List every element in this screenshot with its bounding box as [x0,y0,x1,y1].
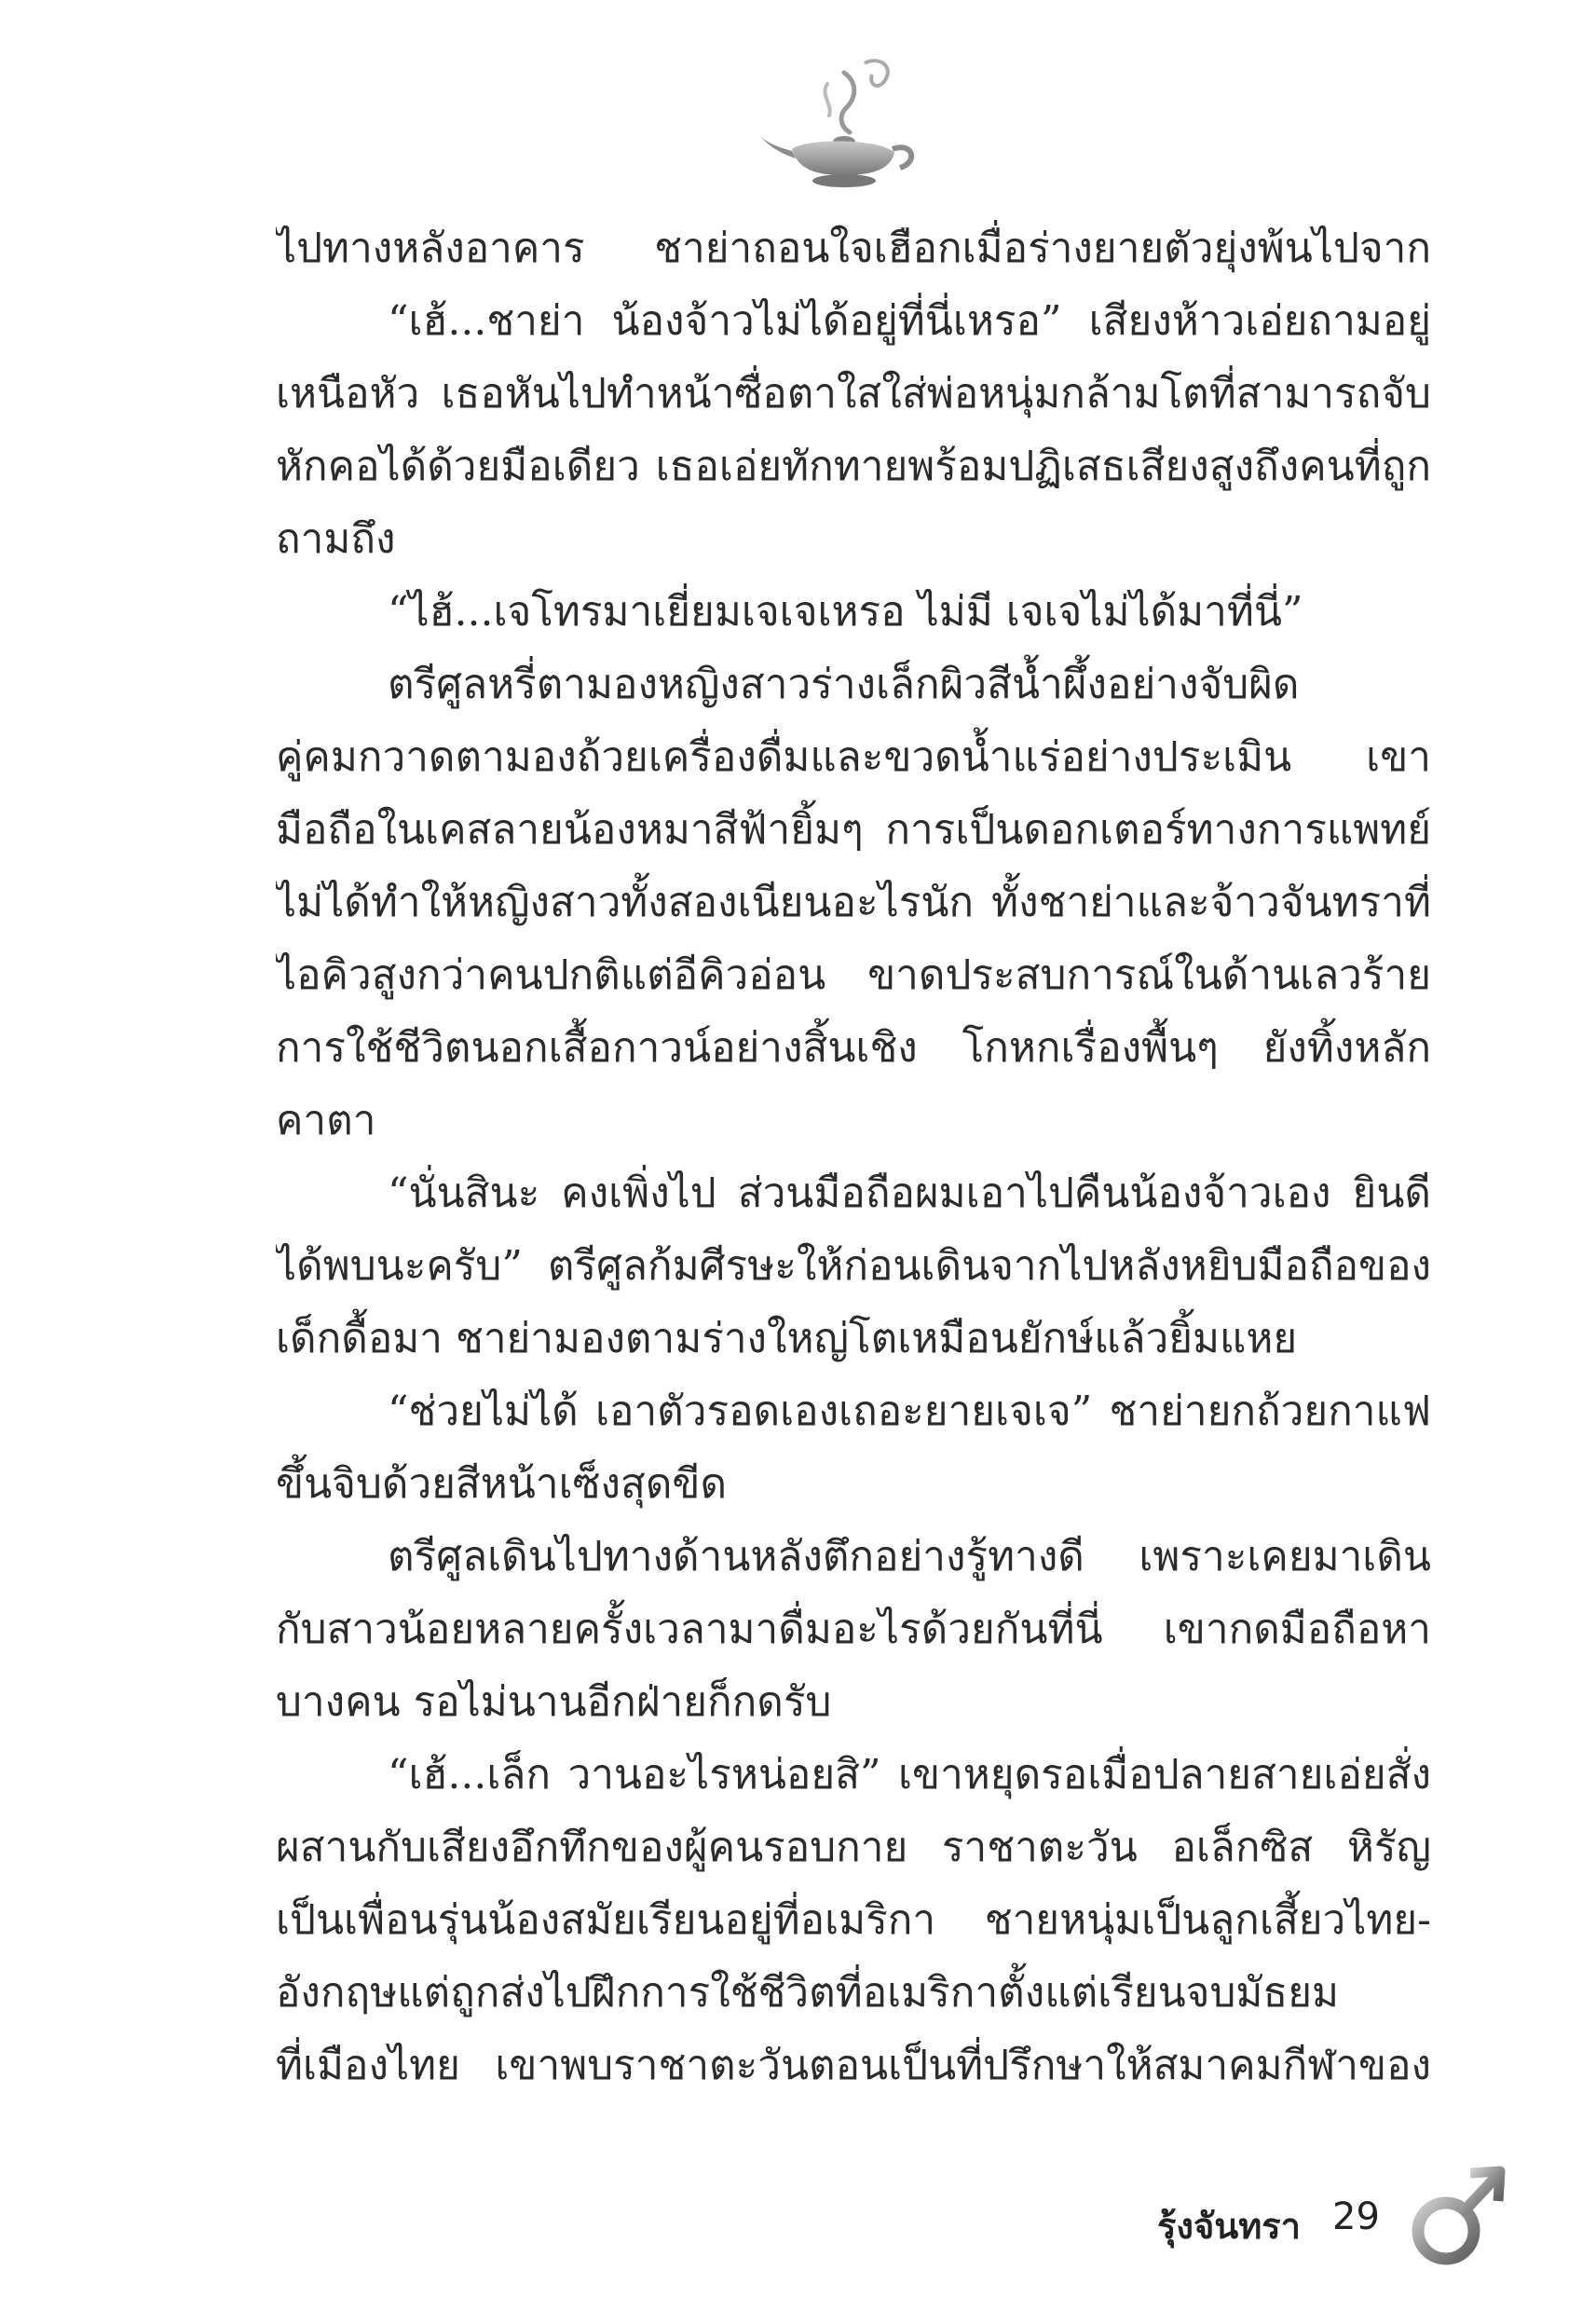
text-line: ที่เมืองไทย เขาพบราชาตะวันตอนเป็นที่ปรึกษาให้สมาคมกีฬาของ [276,2042,1431,2089]
text-line: กับสาวน้อยหลายครั้งเวลามาดื่มอะไรด้วยกันที่นี่ เขากดมือถือหา [276,1606,1431,1653]
text-line: ขึ้นจิบด้วยสีหน้าเซ็งสุดขีด [276,1460,728,1508]
text-line: “ช่วยไม่ได้ เอาตัวรอดเองเถอะยายเจเจ” ชาย่ายกถ้วยกาแฟ [388,1388,1431,1435]
body-text [276,212,1431,2102]
teapot-genie-lamp-icon [755,56,922,196]
text-line: เด็กดื้อมา ชาย่ามองตามร่างใหญ่โตเหมือนยักษ์แล้วยิ้มแหย [276,1315,1298,1362]
text-line: ไปทางหลังอาคาร ชาย่าถอนใจเฮือกเมื่อร่างยายตัวยุ่งพ้นไปจาก [276,225,1431,272]
text-line: ไอคิวสูงกว่าคนปกติแต่อีคิวอ่อน ขาดประสบการณ์ในด้านเลวร้าย [276,951,1431,999]
text-line: “นั่นสินะ คงเพิ่งไป ส่วนมือถือผมเอาไปคืนน้องจ้าวเอง ยินดี [388,1169,1431,1217]
text-line: ถามถึง [276,515,396,563]
text-line: “ไฮ้...เจโทรมาเยี่ยมเจเจเหรอ ไม่มี เจเจไม่ได้มาที่นี่” [388,588,1303,636]
mars-symbol-icon [1405,2162,1507,2274]
text-line: “เฮ้...ชาย่า น้องจ้าวไม่ได้อยู่ที่นี่เหรอ” เสียงห้าวเอ่ยถามอยู่ [388,297,1431,345]
text-line: ผสานกับเสียงอึกทึกของผู้คนรอบกาย ราชาตะวัน อเล็กซิส หิรัญ [276,1824,1431,1871]
text-line: คาตา [276,1097,376,1144]
text-line: บางคน รอไม่นานอีกฝ่ายก็กดรับ [276,1678,832,1726]
text-line: มือถือในเคสลายน้องหมาสีฟ้ายิ้มๆ การเป็นดอกเตอร์ทางการแพทย์ [276,806,1431,854]
text-line: ได้พบนะครับ” ตรีศูลก้มศีรษะให้ก่อนเดินจากไปหลังหยิบมือถือของ [276,1242,1431,1290]
page-footer [1071,2162,1509,2283]
book-title: รุ้งจันทรา [1157,2206,1302,2247]
text-line: ตรีศูลหรี่ตามองหญิงสาวร่างเล็กผิวสีน้ำผึ้งอย่างจับผิด [388,661,1300,708]
text-line: “เฮ้...เล็ก วานอะไรหน่อยสิ” เขาหยุดรอเมื่อปลายสายเอ่ยสั่ง [388,1751,1431,1798]
text-line: หักคอได้ด้วยมือเดียว เธอเอ่ยทักทายพร้อมปฏิเสธเสียงสูงถึงคนที่ถูก [276,443,1431,490]
text-line: คู่คมกวาดตามองถ้วยเครื่องดื่มและขวดน้ำแร่อย่างประเมิน เขา [276,733,1431,781]
text-line: การใช้ชีวิตนอกเสื้อกาวน์อย่างสิ้นเชิง โกหกเรื่องพื้นๆ ยังทิ้งหลัก [276,1024,1431,1072]
page-number: 29 [1332,2195,1380,2238]
text-line: เหนือหัว เธอหันไปทำหน้าซื่อตาใสใส่พ่อหนุ่มกล้ามโตที่สามารถจับ [276,370,1431,417]
text-line: เป็นเพื่อนรุ่นน้องสมัยเรียนอยู่ที่อเมริกา ชายหนุ่มเป็นลูกเสี้ยวไทย- [276,1896,1431,1944]
text-line: ตรีศูลเดินไปทางด้านหลังตึกอย่างรู้ทางดี เพราะเคยมาเดิน [388,1533,1431,1580]
text-line: ไม่ได้ทำให้หญิงสาวทั้งสองเนียนอะไรนัก ทั้งชาย่าและจ้าวจันทราที่ [276,879,1431,926]
text-line: อังกฤษแต่ถูกส่งไปฝึกการใช้ชีวิตที่อเมริกาตั้งแต่เรียนจบมัธยม [276,1969,1340,2017]
